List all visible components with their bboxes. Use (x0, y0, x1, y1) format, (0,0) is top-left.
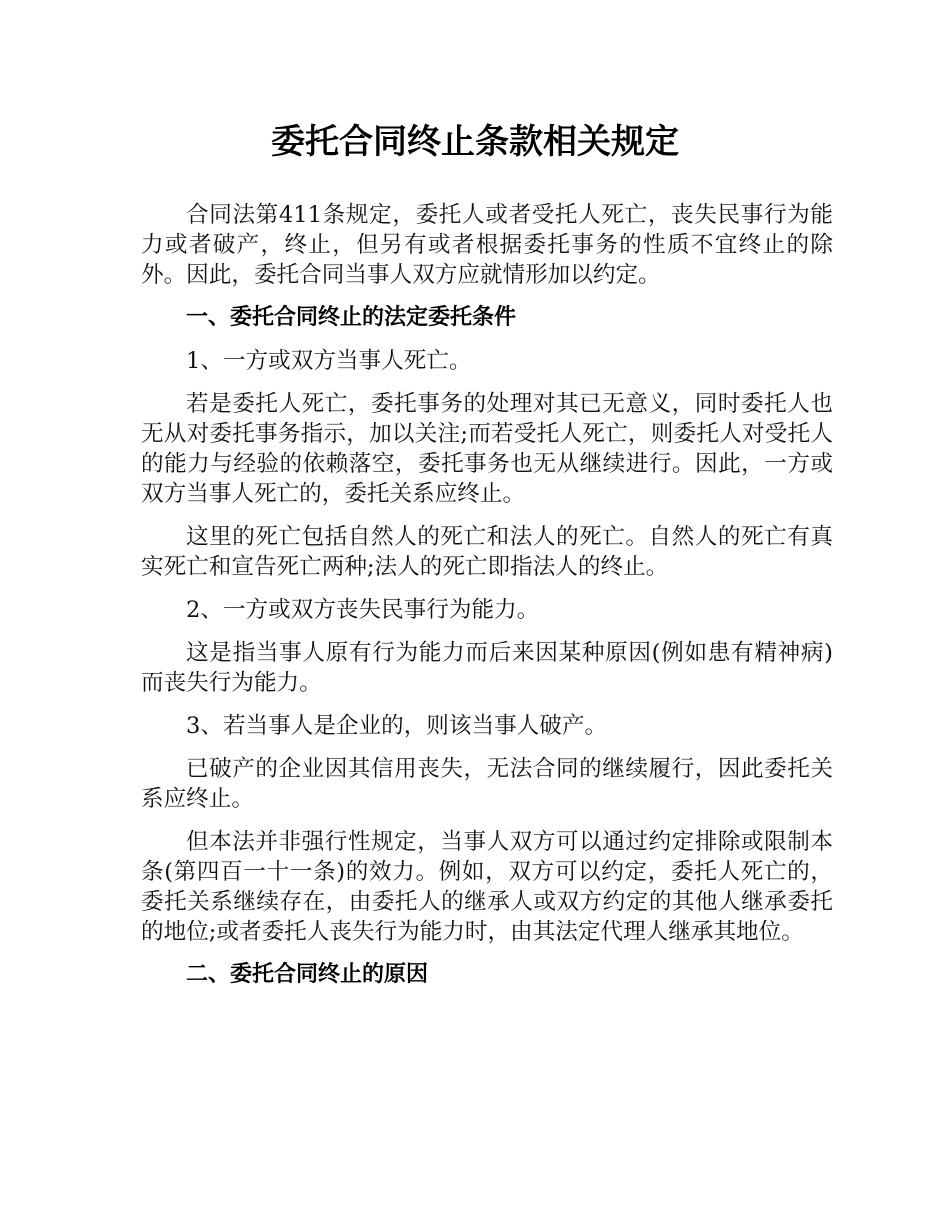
exception-paragraph: 但本法并非强行性规定，当事人双方可以通过约定排除或限制本条(第四百一十一条)的效力。例如，双方可以约定，委托人死亡的，委托关系继续存在，由委托人的继承人或双方约定的其他人继承委托的地位;或者委托人丧失行为能力时，由其法定代理人继承其地位。 (141, 829, 833, 945)
document-body (141, 200, 833, 1003)
item-2-paragraph: 这是指当事人原有行为能力而后来因某种原因(例如患有精神病)而丧失行为能力。 (141, 640, 833, 696)
intro-paragraph: 合同法第411条规定，委托人或者受托人死亡，丧失民事行为能力或者破产，终止，但另有或者根据委托事务的性质不宜终止的除外。因此，委托合同当事人双方应就情形加以约定。 (141, 202, 833, 288)
item-1-paragraph-2: 这里的死亡包括自然人的死亡和法人的死亡。自然人的死亡有真实死亡和宣告死亡两种;法人的死亡即指法人的终止。 (141, 524, 833, 580)
item-2-title: 2、一方或双方丧失民事行为能力。 (186, 597, 540, 623)
document-title: 委托合同终止条款相关规定 (271, 122, 679, 162)
section-2-heading: 二、委托合同终止的原因 (186, 962, 429, 987)
item-3-paragraph: 已破产的企业因其信用丧失，无法合同的继续履行，因此委托关系应终止。 (141, 756, 833, 812)
item-1-title: 1、一方或双方当事人死亡。 (186, 348, 472, 374)
item-1-paragraph-1: 若是委托人死亡，委托事务的处理对其已无意义，同时委托人也无从对委托事务指示，加以关注;而若受托人死亡，则委托人对受托人的能力与经验的依赖落空，委托事务也无从继续进行。因此，一方或双方当事人死亡的，委托关系应终止。 (141, 391, 833, 507)
section-1-heading: 一、委托合同终止的法定委托条件 (186, 305, 517, 330)
item-3-title: 3、若当事人是企业的，则该当事人破产。 (186, 713, 608, 739)
